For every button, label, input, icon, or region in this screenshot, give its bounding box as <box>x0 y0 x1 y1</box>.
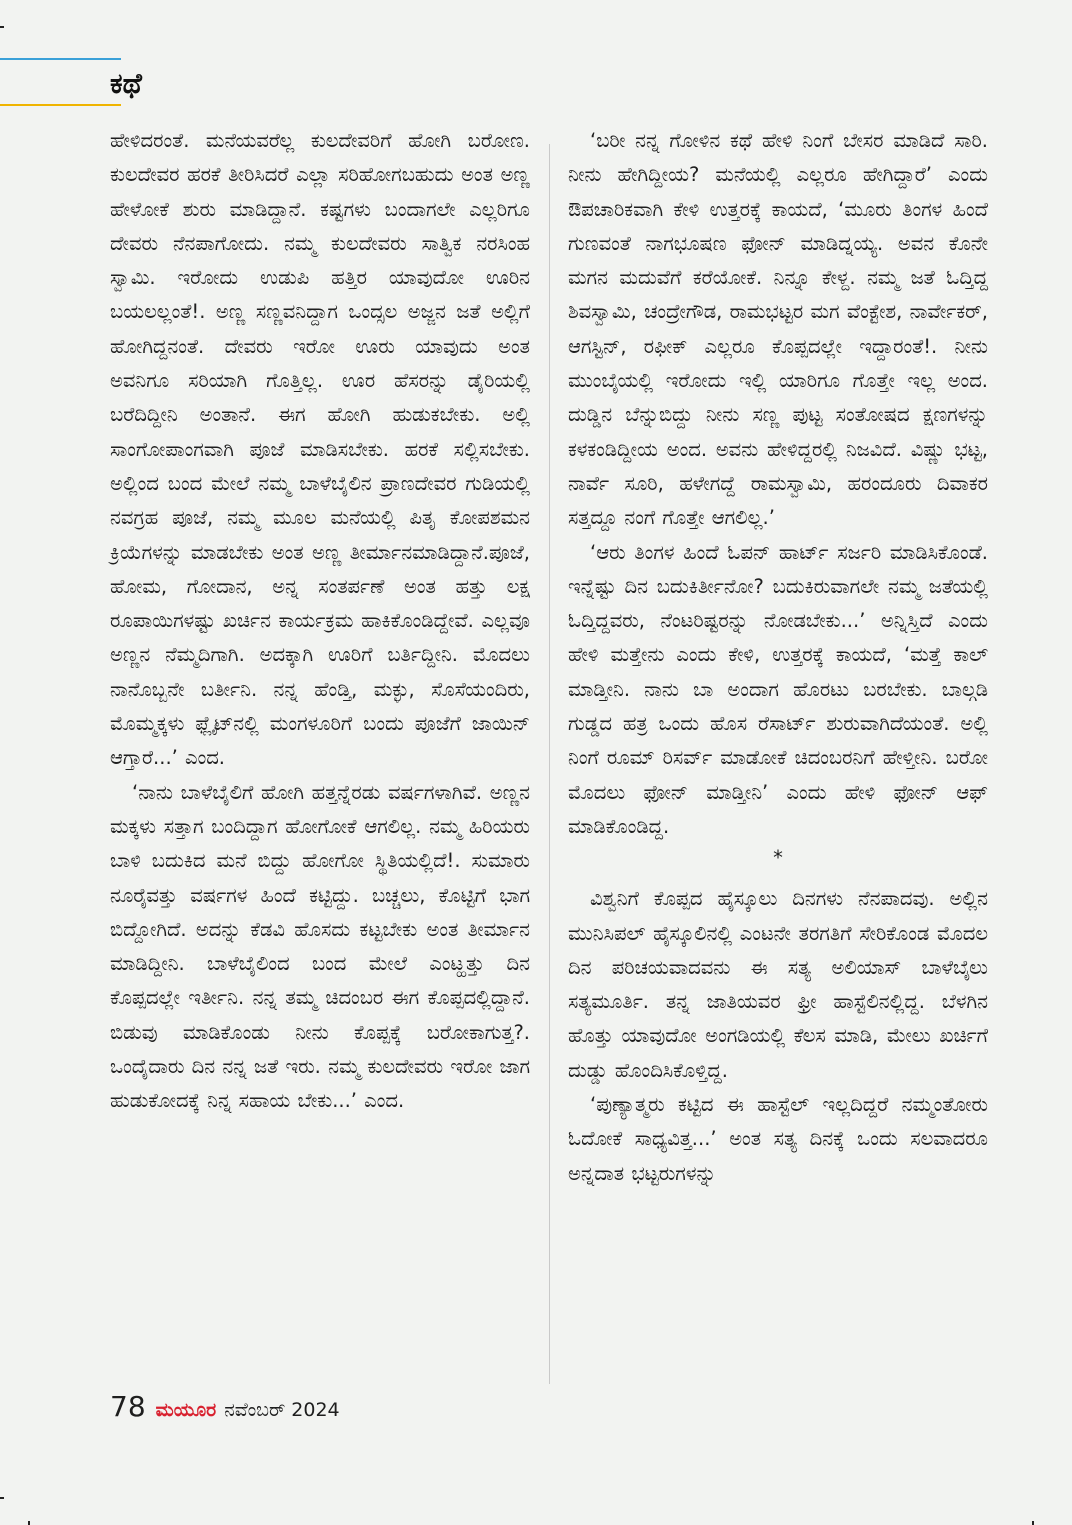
crop-mark <box>0 26 4 28</box>
crop-mark <box>1032 1521 1034 1525</box>
paragraph: ಹೇಳಿದರಂತೆ. ಮನೆಯವರೆಲ್ಲ ಕುಲದೇವರಿಗೆ ಹೋಗಿ ಬರೋಣ. ಕುಲದೇವರ ಹರಕೆ ತೀರಿಸಿದರೆ ಎಲ್ಲಾ ಸರಿಹೋಗಬಹುದು ಅಂತ ಅಣ್ಣ ಹೇಳೋಕೆ ಶುರು ಮಾಡಿದ್ದಾನೆ. ಕಷ್ಟಗಳು ಬಂದಾಗಲೇ ಎಲ್ಲರಿಗೂ ದೇವರು ನೆನಪಾಗೋದು. ನಮ್ಮ ಕುಲದೇವರು ಸಾತ್ವಿಕ ನರಸಿಂಹ ಸ್ವಾಮಿ. ಇರೋದು ಉಡುಪಿ ಹತ್ತಿರ ಯಾವುದೋ ಊರಿನ ಬಯಲಲ್ಲಂತೆ!. ಅಣ್ಣ ಸಣ್ಣವನಿದ್ದಾಗ ಒಂದ್ಸಲ ಅಜ್ಜನ ಜತೆ ಅಲ್ಲಿಗೆ ಹೋಗಿದ್ದನಂತೆ. ದೇವರು ಇರೋ ಊರು ಯಾವುದು ಅಂತ ಅವನಿಗೂ ಸರಿಯಾಗಿ ಗೊತ್ತಿಲ್ಲ. ಊರ ಹೆಸರನ್ನು ಡೈರಿಯಲ್ಲಿ ಬರೆದಿದ್ದೀನಿ ಅಂತಾನೆ. ಈಗ ಹೋಗಿ ಹುಡುಕಬೇಕು. ಅಲ್ಲಿ ಸಾಂಗೋಪಾಂಗವಾಗಿ ಪೂಜೆ ಮಾಡಿಸಬೇಕು. ಹರಕೆ ಸಲ್ಲಿಸಬೇಕು. ಅಲ್ಲಿಂದ ಬಂದ ಮೇಲೆ ನಮ್ಮ ಬಾಳೆಬೈಲಿನ ಪ್ರಾಣದೇವರ ಗುಡಿಯಲ್ಲಿ ನವಗ್ರಹ ಪೂಜೆ, ನಮ್ಮ ಮೂಲ ಮನೆಯಲ್ಲಿ ಪಿತೃ ಕೋಪಶಮನ ಕ್ರಿಯೆಗಳನ್ನು ಮಾಡಬೇಕು ಅಂತ ಅಣ್ಣ ತೀರ್ಮಾನಮಾಡಿದ್ದಾನೆ.ಪೂಜೆ, ಹೋಮ, ಗೋದಾನ, ಅನ್ನ ಸಂತರ್ಪಣೆ ಅಂತ ಹತ್ತು ಲಕ್ಷ ರೂಪಾಯಿಗಳಷ್ಟು ಖರ್ಚಿನ ಕಾರ್ಯಕ್ರಮ ಹಾಕಿಕೊಂಡಿದ್ದೇವೆ. ಎಲ್ಲವೂ ಅಣ್ಣನ ನೆಮ್ಮದಿಗಾಗಿ. ಅದಕ್ಕಾಗಿ ಊರಿಗೆ ಬರ್ತಿದ್ದೀನಿ. ಮೊದಲು ನಾನೊಬ್ಬನೇ ಬರ್ತೀನಿ. ನನ್ನ ಹೆಂಡ್ತಿ, ಮಕ್ಳು, ಸೊಸೆಯಂದಿರು, ಮೊಮ್ಮಕ್ಕಳು ಫ್ಲೈಟ್‌ನಲ್ಲಿ ಮಂಗಳೂರಿಗೆ ಬಂದು ಪೂಜೆಗೆ ಜಾಯಿನ್ ಆಗ್ತಾರೆ...’ ಎಂದ. <box>110 129 530 770</box>
paragraph: ‘ನಾನು ಬಾಳೆಬೈಲಿಗೆ ಹೋಗಿ ಹತ್ತನ್ನೆರಡು ವರ್ಷಗಳಾಗಿವೆ. ಅಣ್ಣನ ಮಕ್ಕಳು ಸತ್ತಾಗ ಬಂದಿದ್ದಾಗ ಹೋಗೋಕೆ ಆಗಲಿಲ್ಲ. ನಮ್ಮ ಹಿರಿಯರು ಬಾಳಿ ಬದುಕಿದ ಮನೆ ಬಿದ್ದು ಹೋಗೋ ಸ್ಥಿತಿಯಲ್ಲಿದೆ!. ಸುಮಾರು ನೂರೈವತ್ತು ವರ್ಷಗಳ ಹಿಂದೆ ಕಟ್ಟಿದ್ದು. ಬಚ್ಚಲು, ಕೊಟ್ಟಿಗೆ ಭಾಗ ಬಿದ್ದೋಗಿದೆ. ಅದನ್ನು ಕೆಡವಿ ಹೊಸದು ಕಟ್ಟಬೇಕು ಅಂತ ತೀರ್ಮಾನ ಮಾಡಿದ್ದೀನಿ. ಬಾಳೆಬೈಲಿಂದ ಬಂದ ಮೇಲೆ ಎಂಟ್ಹತ್ತು ದಿನ ಕೊಪ್ಪದಲ್ಲೇ ಇರ್ತೀನಿ. ನನ್ನ ತಮ್ಮ ಚಿದಂಬರ ಈಗ ಕೊಪ್ಪದಲ್ಲಿದ್ದಾನೆ. ಬಿಡುವು ಮಾಡಿಕೊಂಡು ನೀನು ಕೊಪ್ಪಕ್ಕೆ ಬರೋಕಾಗುತ್ತ?. ಒಂದೈದಾರು ದಿನ ನನ್ನ ಜತೆ ಇರು. ನಮ್ಮ ಕುಲದೇವರು ಇರೋ ಜಾಗ ಹುಡುಕೋದಕ್ಕೆ ನಿನ್ನ ಸಹಾಯ ಬೇಕು...’ ಎಂದ. <box>110 780 530 1113</box>
paragraph: ‘ಆರು ತಿಂಗಳ ಹಿಂದೆ ಓಪನ್ ಹಾರ್ಟ್ ಸರ್ಜರಿ ಮಾಡಿಸಿಕೊಂಡೆ. ಇನ್ನೆಷ್ಟು ದಿನ ಬದುಕಿರ್ತೀನೋ? ಬದುಕಿರುವಾಗಲೇ ನಮ್ಮ ಜತೆಯಲ್ಲಿ ಓದ್ತಿದ್ದವರು, ನೆಂಟರಿಷ್ಟರನ್ನು ನೋಡಬೇಕು...’ ಅನ್ನಿಸ್ತಿದೆ ಎಂದು ಹೇಳಿ ಮತ್ತೇನು ಎಂದು ಕೇಳಿ, ಉತ್ತರಕ್ಕೆ ಕಾಯದೆ, ‘ಮತ್ತೆ ಕಾಲ್ ಮಾಡ್ತೀನಿ. ನಾನು ಬಾ ಅಂದಾಗ ಹೊರಟು ಬರಬೇಕು. ಬಾಲ್ಗಡಿ ಗುಡ್ಡದ ಹತ್ರ ಒಂದು ಹೊಸ ರೆಸಾರ್ಟ್ ಶುರುವಾಗಿದೆಯಂತೆ. ಅಲ್ಲಿ ನಿಂಗೆ ರೂಮ್ ರಿಸರ್ವ್ ಮಾಡೋಕೆ ಚಿದಂಬರನಿಗೆ ಹೇಳ್ತೀನಿ. ಬರೋ ಮೊದಲು ಫೋನ್ ಮಾಡ್ತೀನಿ’ ಎಂದು ಹೇಳಿ ಫೋನ್ ಆಫ್ ಮಾಡಿಕೊಂಡಿದ್ದ. <box>568 540 988 838</box>
header-rule-yellow <box>0 104 121 106</box>
column-divider <box>549 144 550 1384</box>
paragraph: ‘ಬರೀ ನನ್ನ ಗೋಳಿನ ಕಥೆ ಹೇಳಿ ನಿಂಗೆ ಬೇಸರ ಮಾಡಿದೆ ಸಾರಿ. ನೀನು ಹೇಗಿದ್ದೀಯ? ಮನೆಯಲ್ಲಿ ಎಲ್ಲರೂ ಹೇಗಿದ್ದಾರೆ’ ಎಂದು ಔಪಚಾರಿಕವಾಗಿ ಕೇಳಿ ಉತ್ತರಕ್ಕೆ ಕಾಯದೆ, ‘ಮೂರು ತಿಂಗಳ ಹಿಂದೆ ಗುಣವಂತೆ ನಾಗಭೂಷಣ ಫೋನ್ ಮಾಡಿದ್ನಯ್ಯ. ಅವನ ಕೊನೇ ಮಗನ ಮದುವೆಗೆ ಕರೆಯೋಕೆ. ನಿನ್ನೂ ಕೇಳ್ದ. ನಮ್ಮ ಜತೆ ಓದ್ತಿದ್ದ ಶಿವಸ್ವಾಮಿ, ಚಂದ್ರೇಗೌಡ, ರಾಮಭಟ್ಟರ ಮಗ ವೆಂಕ್ಟೇಶ, ನಾರ್ವೇಕರ್, ಆಗಸ್ಟಿನ್, ರಫೀಕ್ ಎಲ್ಲರೂ ಕೊಪ್ಪದಲ್ಲೇ ಇದ್ದಾರಂತೆ!. ನೀನು ಮುಂಬೈಯಲ್ಲಿ ಇರೋದು ಇಲ್ಲಿ ಯಾರಿಗೂ ಗೊತ್ತೇ ಇಲ್ಲ ಅಂದ. ದುಡ್ಡಿನ ಬೆನ್ನುಬಿದ್ದು ನೀನು ಸಣ್ಣ ಪುಟ್ಟ ಸಂತೋಷದ ಕ್ಷಣಗಳನ್ನು ಕಳಕಂಡಿದ್ದೀಯ ಅಂದ. ಅವನು ಹೇಳಿದ್ದರಲ್ಲಿ ನಿಜವಿದೆ. ವಿಷ್ಣು ಭಟ್ಟ, ನಾರ್ವೆ ಸೂರಿ, ಹಳೇಗದ್ದೆ ರಾಮಸ್ವಾಮಿ, ಹರಂದೂರು ದಿವಾಕರ ಸತ್ತದ್ದೂ ನಂಗೆ ಗೊತ್ತೇ ಆಗಲಿಲ್ಲ.’ <box>568 129 988 530</box>
right-column <box>568 124 988 1191</box>
paragraph: ‘ಪುಣ್ಯಾತ್ಮರು ಕಟ್ಟಿದ ಈ ಹಾಸ್ಟೆಲ್ ಇಲ್ಲದಿದ್ದರೆ ನಮ್ಮಂತೋರು ಓದೋಕೆ ಸಾಧ್ಯವಿತ್ತ...’ ಅಂತ ಸತ್ಯ ದಿನಕ್ಕೆ ಒಂದು ಸಲವಾದರೂ ಅನ್ನದಾತ ಭಟ್ಟರುಗಳನ್ನು <box>568 1093 988 1185</box>
crop-mark <box>0 1497 4 1499</box>
section-title: ಕಥೆ <box>110 67 142 100</box>
page-number: 78 <box>110 1390 146 1423</box>
page-footer <box>110 1390 340 1430</box>
crop-mark <box>28 1521 30 1525</box>
header-rule-blue <box>0 58 121 60</box>
left-column <box>110 124 530 1119</box>
section-break-star: * <box>773 846 783 870</box>
issue-date: ನವೆಂಬರ್ 2024 <box>224 1399 340 1421</box>
paragraph: ವಿಶ್ವನಿಗೆ ಕೊಪ್ಪದ ಹೈಸ್ಕೂಲು ದಿನಗಳು ನೆನಪಾದವು. ಅಲ್ಲಿನ ಮುನಿಸಿಪಲ್ ಹೈಸ್ಕೂಲಿನಲ್ಲಿ ಎಂಟನೇ ತರಗತಿಗೆ ಸೇರಿಕೊಂಡ ಮೊದಲ ದಿನ ಪರಿಚಯವಾದವನು ಈ ಸತ್ಯ ಅಲಿಯಾಸ್ ಬಾಳೆಬೈಲು ಸತ್ಯಮೂರ್ತಿ. ತನ್ನ ಜಾತಿಯವರ ಫ್ರೀ ಹಾಸ್ಟೆಲಿನಲ್ಲಿದ್ದ. ಬೆಳಗಿನ ಹೊತ್ತು ಯಾವುದೋ ಅಂಗಡಿಯಲ್ಲಿ ಕೆಲಸ ಮಾಡಿ, ಮೇಲು ಖರ್ಚಿಗೆ ದುಡ್ಡು ಹೊಂದಿಸಿಕೊಳ್ತಿದ್ದ. <box>568 887 988 1082</box>
magazine-logo: ಮಯೂರ <box>155 1399 217 1421</box>
